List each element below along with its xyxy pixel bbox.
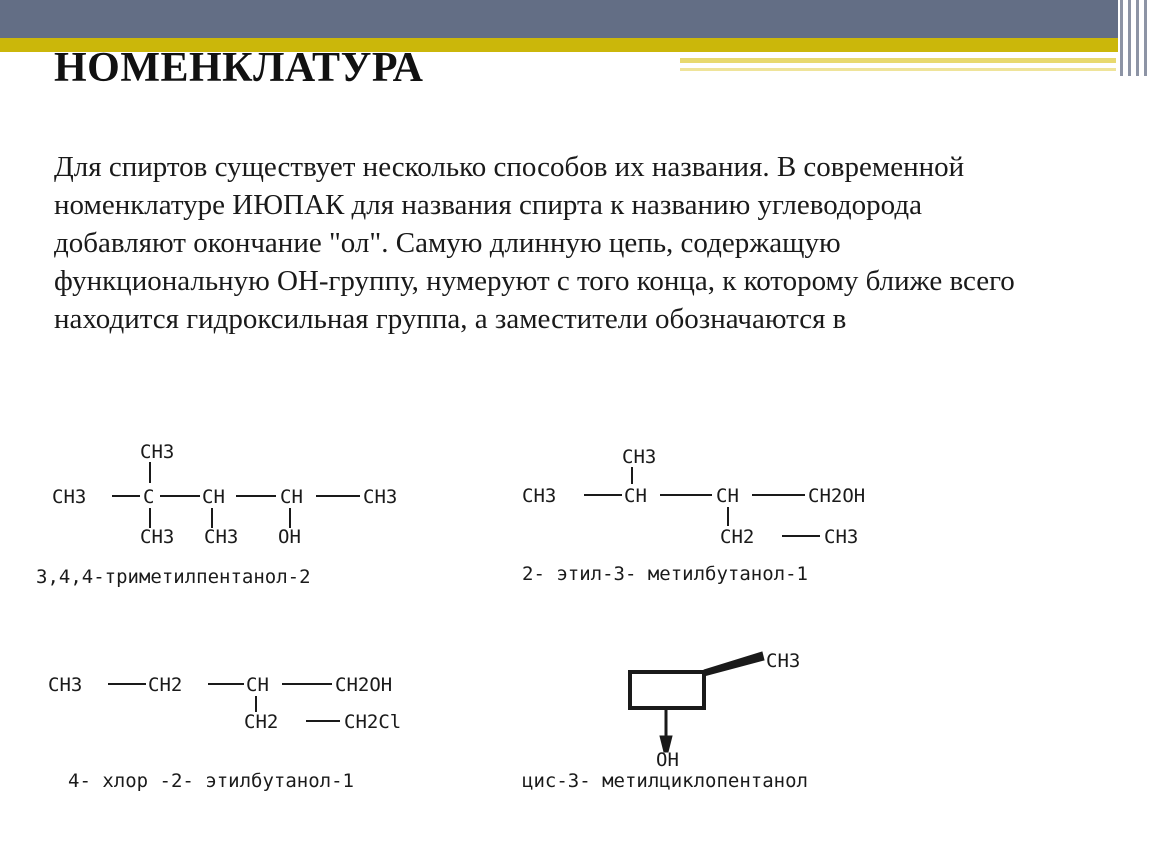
m1-name: 3,4,4-триметилпентанол-2: [36, 566, 311, 588]
m2-ch-2: CH: [716, 485, 739, 507]
m4-name: цис-3- метилциклопентанол: [522, 770, 808, 792]
molecule-3: [48, 674, 401, 792]
body-paragraph: Для спиртов существует несколько способов их названия. В современной: [54, 151, 965, 183]
m2-ch2oh: CH2OH: [808, 485, 866, 507]
m1-ch-2: CH: [280, 486, 303, 508]
m3-ch2cl: CH2Cl: [344, 711, 402, 733]
molecule-1: [36, 441, 397, 588]
m3-ch2oh: CH2OH: [335, 674, 393, 696]
m1-ch3-bottom-1: CH3: [140, 526, 175, 548]
accent-line-1: [680, 58, 1116, 63]
corner-stripes: [1118, 0, 1150, 76]
m1-carbon: C: [143, 486, 155, 508]
m3-ch2-bottom: CH2: [244, 711, 279, 733]
m4-ch3: CH3: [766, 650, 801, 672]
slide-title: НОМЕНКЛАТУРА: [54, 45, 424, 91]
m2-ch-1: CH: [624, 485, 647, 507]
structural-formulas: [0, 430, 1150, 864]
m2-ch2-bottom: CH2: [720, 526, 755, 548]
body-paragraph: номенклатуре ИЮПАК для названия спирта к названию углеводорода: [54, 189, 922, 221]
m3-ch3: CH3: [48, 674, 83, 696]
m1-ch3-bottom-2: CH3: [204, 526, 239, 548]
accent-line-2: [680, 68, 1116, 71]
m3-ch2: CH2: [148, 674, 183, 696]
m1-oh: OH: [278, 526, 301, 548]
body-paragraph: добавляют окончание "ол". Самую длинную цепь, содержащую: [54, 227, 841, 259]
m1-ch-1: CH: [202, 486, 225, 508]
body-paragraph: функциональную ОН-группу, нумеруют с того конца, к которому ближе всего: [54, 265, 1015, 297]
molecule-4: [522, 650, 808, 792]
slide-body: [54, 148, 1134, 338]
m3-ch: CH: [246, 674, 269, 696]
m4-oh: OH: [656, 749, 679, 771]
m2-ch3-bottom: CH3: [824, 526, 859, 548]
m2-ch3-top: CH3: [622, 446, 657, 468]
molecule-2: [522, 446, 865, 585]
m1-ch3-top: CH3: [140, 441, 175, 463]
m3-name: 4- хлор -2- этилбутанол-1: [68, 770, 354, 792]
m2-name: 2- этил-3- метилбутанол-1: [522, 563, 808, 585]
body-paragraph: находится гидроксильная группа, а заместители обозначаются в: [54, 303, 847, 335]
m2-ch3-left: CH3: [522, 485, 557, 507]
m1-ch3-right: CH3: [363, 486, 398, 508]
m1-ch3-left: CH3: [52, 486, 87, 508]
header-bar: [0, 0, 1118, 38]
